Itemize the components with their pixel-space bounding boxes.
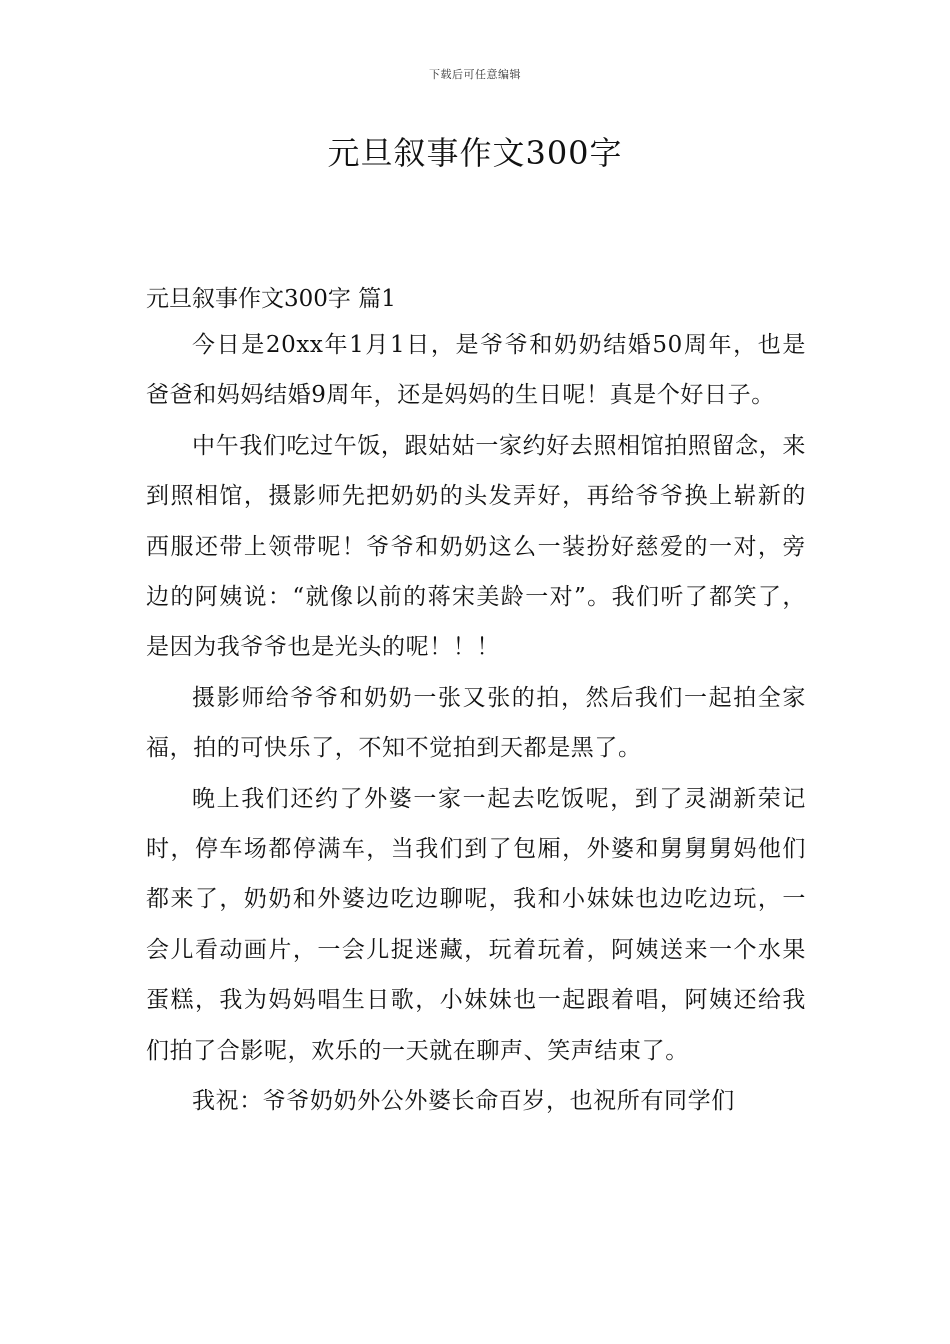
paragraph: 晚上我们还约了外婆一家一起去吃饭呢，到了灵湖新荣记时，停车场都停满车，当我们到了包厢，外婆和舅舅舅妈他们都来了，奶奶和外婆边吃边聊呢，我和小妹妹也边吃边玩，一会儿看动画片，一会儿捉迷藏，玩着玩着，阿姨送来一个水果蛋糕，我为妈妈唱生日歌，小妹妹也一起跟着唱，阿姨还给我们拍了合影呢，欢乐的一天就在聊声、笑声结束了。 — [146, 785, 806, 1064]
paragraph: 中午我们吃过午饭，跟姑姑一家约好去照相馆拍照留念，来到照相馆，摄影师先把奶奶的头发弄好，再给爷爷换上崭新的西服还带上领带呢！爷爷和奶奶这么一装扮好慈爱的一对，旁边的阿姨说：“就像以前的蒋宋美龄一对”。我们听了都笑了，是因为我爷爷也是光头的呢！！！ — [146, 432, 806, 661]
document-body — [146, 280, 806, 1127]
document-title: 元旦叙事作文300字 — [327, 134, 623, 172]
paragraph: 我祝：爷爷奶奶外公外婆长命百岁，也祝所有同学们 — [192, 1088, 735, 1115]
header-note: 下载后可任意编辑 — [429, 68, 521, 81]
paragraph: 摄影师给爷爷和奶奶一张又张的拍，然后我们一起拍全家福，拍的可快乐了，不知不觉拍到天都是黑了。 — [146, 684, 806, 762]
paragraph: 今日是20xx年1月1日，是爷爷和奶奶结婚50周年，也是爸爸和妈妈结婚9周年，还是妈妈的生日呢！真是个好日子。 — [146, 332, 806, 409]
section-heading: 元旦叙事作文300字 篇1 — [146, 286, 396, 312]
